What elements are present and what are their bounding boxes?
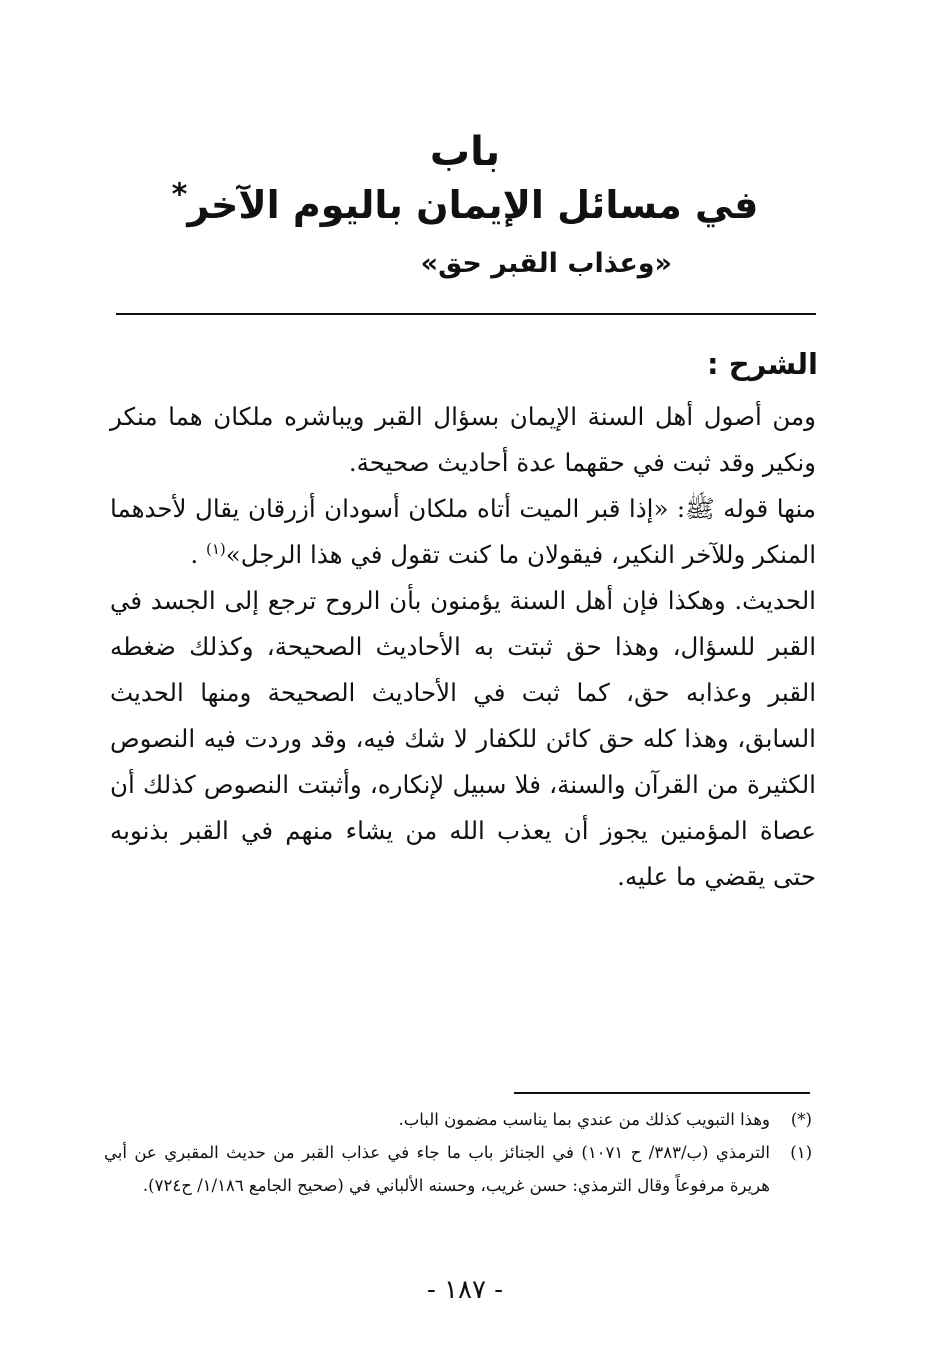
chapter-subtitle-text: في مسائل الإيمان باليوم الآخر [187,183,759,227]
section-heading: الشرح : [707,347,818,381]
footnote-item [104,1103,812,1136]
body-text [110,394,816,900]
footnotes [104,1103,812,1202]
footnote-marker-star: * [171,177,188,213]
page-number: - ١٨٧ - [426,1275,504,1305]
paragraph-2-end: . [190,540,199,569]
footnote-item [104,1136,812,1202]
chapter-subtitle [0,177,930,230]
chapter-title: باب [429,129,501,175]
paragraph-2-text: منها قوله ﷺ: «إذا قبر الميت أتاه ملكان أسودان أزرقان يقال لأحدهما المنكر وللآخر النكير، فيقولان ما كنت تقول في هذا الرجل» [110,494,816,569]
paragraph-3: الحديث. وهكذا فإن أهل السنة يؤمنون بأن الروح ترجع إلى الجسد في القبر للسؤال، وهذا حق ثبتت به الأحاديث الصحيحة، وكذلك ضغطه القبر وعذابه حق، كما ثبت في الأحاديث الصحيحة ومنها الحديث السابق، وهذا كله حق كائن للكفار لا شك فيه، وقد وردت فيه النصوص الكثيرة من القرآن والسنة، فلا سبيل لإنكاره، وأثبتت النصوص كذلك أن عصاة المؤمنين يجوز أن يعذب الله من يشاء منهم في القبر بذنوبه حتى يقضي ما عليه. [110,586,816,891]
footnote-divider [514,1092,810,1094]
paragraph-1: ومن أصول أهل السنة الإيمان بسؤال القبر ويباشره ملكان هما منكر ونكير وقد ثبت في حقهما عدة أحاديث صحيحة. [110,402,816,477]
footnote-mark: (١) [790,1143,812,1162]
paragraph-2 [110,486,816,578]
footnote-mark: (*) [790,1110,812,1129]
quoted-text: «وعذاب القبر حق» [420,248,672,279]
footnote-text: الترمذي (ب/٣٨٣/ ح ١٠٧١) في الجنائز باب ما جاء في عذاب القبر من حديث المقبري عن أبي هريرة مرفوعاً وقال الترمذي: حسن غريب، وحسنه الألباني في (صحيح الجامع ١/١٨٦/ ح٧٢٤). [104,1143,771,1195]
footnote-text: وهذا التبويب كذلك من عندي بما يناسب مضمون الباب. [398,1110,770,1129]
divider-line [116,313,816,315]
footnote-ref: (١) [205,539,226,558]
